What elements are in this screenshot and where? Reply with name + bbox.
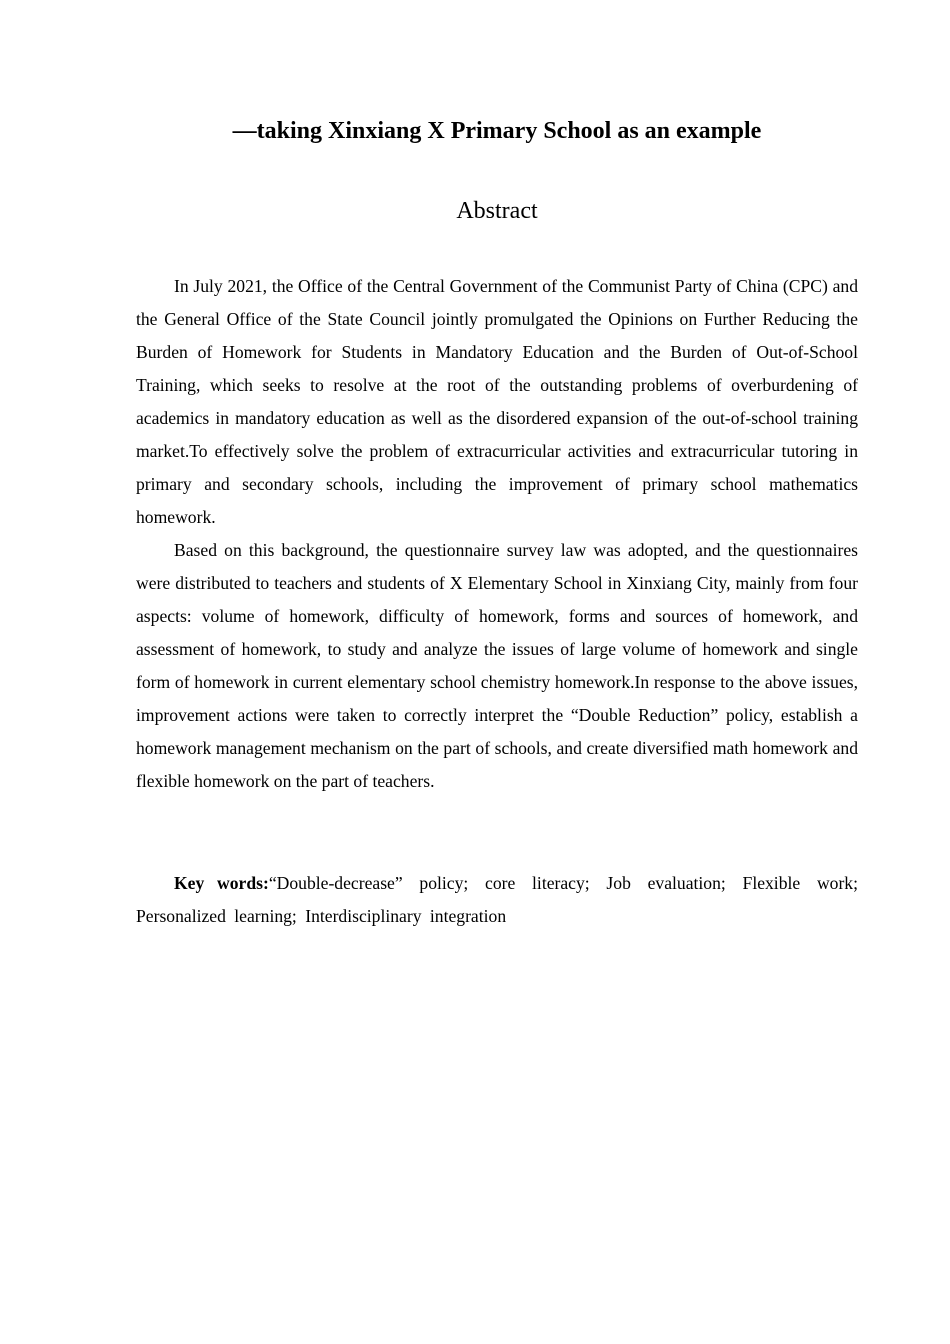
abstract-heading: Abstract	[456, 198, 538, 224]
keywords-text: “Double-decrease” policy; core literacy; Job evaluation; Flexible work; Personalized learning; Interdisciplinary integration	[136, 873, 858, 926]
keywords-label: Key words:	[174, 873, 269, 893]
paper-subtitle: —taking Xinxiang X Primary School as an example	[232, 118, 762, 144]
abstract-body	[136, 270, 858, 798]
abstract-paragraph-1: In July 2021, the Office of the Central Government of the Communist Party of China (CPC) and the General Office of the State Council jointly promulgated the Opinions on Further Reducing the Burden of Homework for Students in Mandatory Education and the Burden of Out-of-School Training, which seeks to resolve at the root of the outstanding problems of overburdening of academics in mandatory education as well as the disordered expansion of the out-of-school training market.To effectively solve the problem of extracurricular activities and extracurricular tutoring in primary and secondary schools, including the improvement of primary school mathematics homework.	[136, 276, 858, 527]
abstract-paragraph-2: Based on this background, the questionnaire survey law was adopted, and the questionnaires were distributed to teachers and students of X Elementary School in Xinxiang City, mainly from four aspects: volume of homework, difficulty of homework, forms and sources of homework, and assessment of homework, to study and analyze the issues of large volume of homework and single form of homework in current elementary school chemistry homework.In response to the above issues, improvement actions were taken to correctly interpret the “Double Reduction” policy, establish a homework management mechanism on the part of schools, and create diversified math homework and flexible homework on the part of teachers.	[136, 540, 858, 791]
keywords-line	[136, 867, 858, 933]
